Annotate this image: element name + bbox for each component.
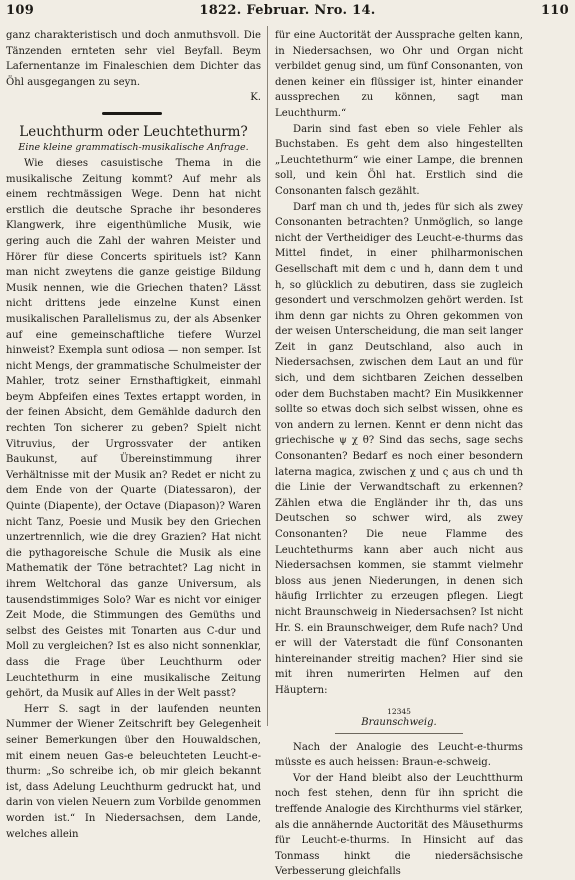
page-header [6,3,569,21]
numbered-helmets: 12345 [387,706,411,716]
previous-article-end: ganz charakteristisch und doch anmuthsvoll. Die Tänzenden ernteten sehr viel Beyfall. Beym Lafernentanze im Finaleschien dem Dichter das Öhl ausgegangen zu seyn. [6,30,261,88]
left-column [6,28,261,842]
article-subtitle: Eine kleine grammatisch-musikalische Anfrage. [18,141,249,153]
page-number-left: 109 [6,3,35,18]
article-paragraph-2: Herr S. sagt in der laufenden neunten Nummer der Wiener Zeitschrift bey Gelegenheit seiner Bemerkungen über den Houwaldschen, mit einem neuen Gas-e beleuchteten Leucht-e-thurm: „So schreibe ich, ob mir gleich bekannt ist, dass Adelung Leuchthurm gedruckt hat, und darin von vielen Neuern zum Vorbilde genommen worden ist.“ In Niedersachsen, dem Lande, welches allein [6,703,261,840]
article-paragraph-7: Vor der Hand bleibt also der Leuchtthurm noch fest stehen, denn für ihn spricht die treffende Analogie des Kirchthurms viel stärker, als die annähernde Auctorität des Mäusethurms für Leucht-e-thurms. In Hinsicht auf das Tonmass hinkt die niedersächsische Verbesserung gleichfalls [275,772,523,878]
section-separator [6,109,261,119]
column-divider [267,26,268,726]
article-paragraph-6: Nach der Analogie des Leucht-e-thurms müsste es auch heissen: Braun-e-schweig. [275,741,523,769]
author-signature: K. [250,92,261,104]
article-paragraph-5: Darf man ch und th, jedes für sich als zwey Consonanten betrachten? Unmöglich, so lange nicht der Vertheidiger des Leucht-e-thurms das Mittel findet, in einer philharmonischen Gesellschaft mit dem c und h, dann dem t und h, so glücklich zu debutiren, dass sie zugleich gesondert und verschmolzen gehört werden. Ist ihm denn gar nichts zu Ohren gekommen von der weisen Unterscheidung, die man seit langer Zeit in ganz Deutschland, also auch in Niedersachsen, zwischen dem Laut an und für sich, und dem sichtbaren Zeichen desselben oder dem Buchstaben macht? Ein Musikkenner sollte so etwas doch sich selbst wissen, ohne es von andern zu lernen. Kennt er denn nicht das griechische ψ χ θ? Sind das sechs, sage sechs Consonanten? Bedarf es noch einer besondern laterna magica, zwischen χ und ς aus ch und th die Linie der Verwandtschaft zu erkennen? Zählen etwa die Engländer ihr th, das uns Deutschen so schwer wird, als zwey Consonanten? Die neue Flamme des Leuchtethurms kann aber auch nicht aus Niedersachsen kommen, sie stammt vielmehr bloss aus jenen Niederungen, in denen sich häufig Irrlichter zu erzeugen pflegen. Liegt nicht Braunschweig in Niedersachsen? Ist nicht Hr. S. ein Braunschweiger, dem Rufe nach? Und er will der Vaterstadt die fünf Consonanten hintereinander streitig machen? Hier sind sie mit ihren numerirten Helmen auf den Häuptern: [275,201,523,696]
article-paragraph-3: für eine Auctorität der Aussprache gelten kann, in Niedersachsen, wo Ohr und Organ nicht verbildet genug sind, um fünf Consonanten, von denen keiner ein flüssiger ist, hinter einander aussprechen zu können, sagt man Leuchthurm.“ [275,30,523,119]
word-underline [335,733,463,734]
article-paragraph-4: Darin sind fast eben so viele Fehler als Buchstaben. Es geht dem also hingestellten „Leuchtethurm“ wie einer Lampe, die brennen soll, und kein Öhl hat. Erstlich sind die Consonanten falsch gezählt. [275,123,523,197]
article-title: Leuchthurm oder Leuchtethurm? [19,123,248,140]
braunschweig-word: Braunschweig. [361,716,437,728]
page-number-right: 110 [540,3,569,18]
issue-date: 1822. Februar. Nro. 14. [199,3,376,18]
right-column [275,28,523,880]
article-paragraph-1: Wie dieses casuistische Thema in die musikalische Zeitung kommt? Auf mehr als einem rechtmässigen Wege. Denn hat nicht erstlich die deutsche Sprache ihr besonderes Klangwerk, ihre eigenthümliche Musik, wie gering auch die Zahl der wahren Meister und Hörer für diese Concerts spirituels ist? Kann man nicht zweytens die ganze geistige Bildung Musik nennen, wie die Griechen thaten? Lässt nicht drittens jede einzelne Kunst einen musikalischen Parallelismus zu, der als Absenker auf eine gemeinschaftliche tiefere Wurzel hinweist? Exempla sunt odiosa — non semper. Ist nicht Mengs, der grammatische Schulmeister der Mahler, trotz seiner Ernsthaftigkeit, einmahl beym Abpfeifen eines Textes ertappt worden, in der feinen Absicht, dem Gemählde dadurch den rechten Ton sicherer zu geben? Spielt nicht Vitruvius, der Urgrossvater der antiken Baukunst, auf Übereinstimmung ihrer Verhältnisse mit der Musik an? Redet er nicht zu dem Ende von der Quarte (Diatessaron), der Quinte (Diapente), der Octave (Diapason)? Waren nicht Tanz, Poesie und Musik bey den Griechen unzertrennlich, wie die drey Grazien? Hat nicht die pythagoreische Schule die Musik als eine Mathematik der Töne betrachtet? Lag nicht in ihrem Weltchoral das ganze Universum, als tausendstimmiges Solo? War es nicht vor einiger Zeit Mode, die Stimmungen des Gemüths und selbst des Geistes mit Tonarten aus C-dur und Moll zu vergleichen? Ist es also nicht sonnenklar, dass die Frage über Leuchthurm oder Leuchtethurm in eine musikalische Zeitung gehört, da Musik auf Alles in der Welt passt? [6,157,261,700]
